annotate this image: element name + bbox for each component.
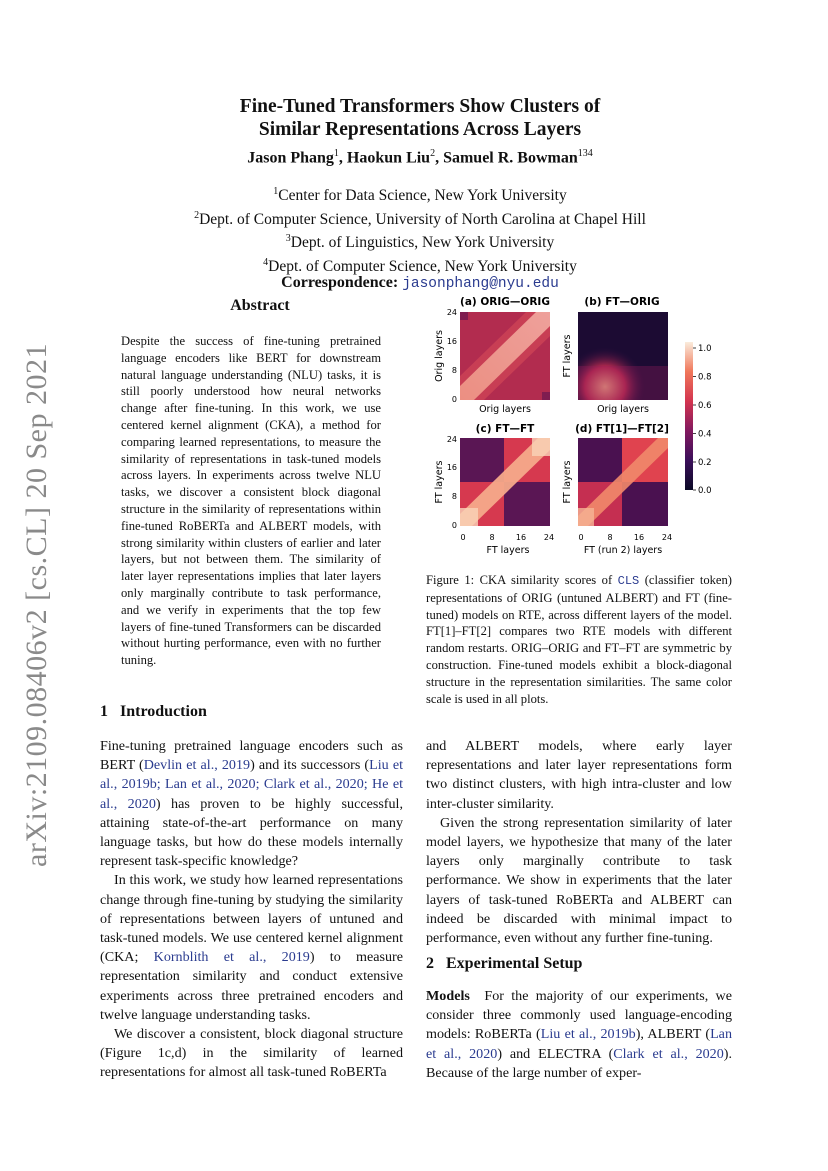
affiliation: [120, 206, 720, 230]
tick-label: 24: [446, 308, 457, 317]
section-heading: [426, 955, 582, 973]
colorbar-tick: 0.4: [698, 429, 712, 440]
author-sup: 1: [333, 148, 339, 159]
tick-label: 16: [633, 533, 645, 542]
tick-label: 8: [451, 366, 457, 375]
tick-label: 24: [543, 533, 555, 542]
paragraph: Given the strong representation similarity of later model layers, we hypothesize that many of the later layers only marginally contribute to task performance. We show in experiments that the later layers of task-tuned RoBERTa and ALBERT can indeed be discarded with minimal impact to performance, even without any further fine-tuning.: [426, 814, 732, 947]
affiliation-text: Center for Data Science, New York University: [278, 187, 567, 205]
panel-b: [562, 296, 668, 415]
title-line-2: Similar Representations Across Layers: [258, 119, 582, 140]
caption-text: (classifier token) representations of ORIG (untuned ALBERT) and FT (fine-tuned) models on RTE, across different layers of the model. FT[1]–FT[2] compares two RTE models with different random restarts. ORIG–ORIG and FT–FT are symmetric by construction. Fine-tuned models exhibit a block-diagonal structure in the representation similarities. The same color scale is used in all plots.: [426, 573, 732, 706]
tick-label: 8: [607, 533, 613, 542]
section-heading: [100, 703, 207, 721]
paragraph-label: Models: [426, 988, 470, 1004]
citation-link[interactable]: Devlin et al., 2019: [143, 757, 251, 774]
paragraph: [100, 871, 403, 1025]
section-title: Experimental Setup: [446, 955, 583, 972]
panel-d: [562, 423, 672, 556]
intro-left-column: [100, 737, 403, 1083]
paragraph-text: ) and its successors (: [250, 757, 370, 774]
citation-link[interactable]: Kornblith et al., 2019: [153, 949, 310, 966]
tick-label: 24: [446, 435, 457, 444]
colorbar-tick: 0.0: [698, 486, 712, 496]
axis-label: Orig layers: [434, 330, 445, 382]
setup-paragraph: [426, 987, 732, 1083]
affiliation-text: Dept. of Computer Science, New York University: [268, 258, 577, 276]
paragraph-text: Fine-tuning pretrained language encoders such as BERT (: [100, 738, 403, 774]
panel-title: (b) FT—ORIG: [584, 296, 660, 308]
affiliation-text: Dept. of Computer Science, University of North Carolina at Chapel Hill: [199, 210, 646, 228]
panel-title: (a) ORIG—ORIG: [460, 296, 550, 308]
colorbar-tick: 0.2: [698, 458, 712, 468]
paper-title: [150, 95, 690, 141]
author-name: Samuel R. Bowman: [443, 149, 578, 167]
axis-label: FT layers: [562, 334, 573, 378]
paragraph: and ALBERT models, where early layer representations and later layer representations form two distinct clusters, with high intra-cluster and low inter-cluster similarity.: [426, 738, 732, 812]
author-name: Jason Phang: [247, 149, 334, 167]
panel-title: (d) FT[1]—FT[2]: [575, 423, 669, 435]
tick-label: 16: [515, 533, 527, 542]
axis-label: FT layers: [434, 460, 445, 504]
axis-label: FT layers: [562, 460, 573, 504]
section-title: Introduction: [120, 703, 207, 720]
correspondence: [150, 274, 690, 292]
colorbar-tick: 1.0: [698, 344, 712, 354]
tick-label: 8: [451, 492, 457, 501]
colorbar-tick: 0.6: [698, 401, 712, 411]
affiliation: [120, 182, 720, 206]
affiliation-sup: 3: [285, 233, 291, 245]
paragraph-text: ). Because of the large number of exper-: [426, 1045, 732, 1081]
author-list: Jason Phang$^1$, Haokun Liu$^2$, Samuel R. Bowman$^{134}$: [247, 148, 593, 167]
author-sup: 2: [430, 148, 436, 159]
paragraph: [100, 737, 403, 871]
tick-label: 8: [489, 533, 495, 542]
paragraph-text: ), ALBERT (: [635, 1026, 711, 1043]
citation-link[interactable]: Liu et al., 2019b: [540, 1026, 636, 1043]
affiliation-sup: 2: [194, 209, 200, 221]
citation-link[interactable]: Lan et al., 2020: [426, 1026, 732, 1062]
paragraph-text: ) to measure representation similarity and conduct extensive experiments across three pretrained encoders and twelve language understanding tasks.: [100, 949, 403, 1023]
paragraph-text: For the majority of our experiments, we consider three commonly used language-encoding models: RoBERTa (: [426, 988, 732, 1043]
correspondence-label: Correspondence:: [281, 274, 399, 291]
section-number: 1: [100, 703, 108, 720]
caption-text: Figure 1: CKA similarity scores of: [426, 573, 618, 587]
arxiv-stamp: [17, 343, 57, 867]
paragraph-text: ) and ELECTRA (: [497, 1045, 614, 1062]
tick-label: 16: [446, 337, 457, 346]
tick-label: 16: [446, 463, 457, 472]
colorbar-tick: 0.8: [698, 372, 712, 383]
figure-caption: [426, 572, 732, 707]
axis-label: FT (run 2) layers: [583, 545, 663, 556]
panel-c: [434, 423, 554, 556]
abstract-heading: Abstract: [230, 297, 290, 314]
email-link[interactable]: jasonphang@nyu.edu: [402, 276, 559, 292]
axis-label: FT layers: [486, 545, 530, 556]
citation-link[interactable]: Liu et al., 2019b; Lan et al., 2020; Clark et al., 2020; He et al., 2020: [100, 757, 404, 812]
citation-link[interactable]: Clark et al., 2020: [613, 1045, 724, 1062]
affiliation-sup: 4: [263, 256, 269, 268]
axis-label: Orig layers: [479, 404, 531, 415]
affiliation-sup: 1: [273, 186, 279, 197]
author-name: Haokun Liu: [346, 149, 431, 167]
axis-label: Orig layers: [597, 404, 649, 415]
section-number: 2: [426, 955, 434, 972]
affiliation-text: Dept. of Linguistics, New York University: [290, 234, 555, 252]
panel-a: [434, 296, 550, 415]
affiliation: [120, 229, 720, 253]
tick-label: 0: [451, 395, 457, 404]
tick-label: 24: [661, 533, 673, 542]
arxiv-stamp-text: arXiv:2109.08406v2 [cs.CL] 20 Sep 2021: [20, 343, 53, 867]
panel-title: (c) FT—FT: [475, 423, 535, 435]
affiliations: [120, 182, 720, 277]
figure-1: [430, 296, 730, 566]
paragraph-text: ) has proven to be highly successful, attaining state-of-the-art performance on many language tasks, but how do these models internally represent task-specific knowledge?: [100, 795, 403, 870]
tick-label: 0: [451, 521, 457, 530]
paragraph-text: In this work, we study how learned representations change through fine-tuning by studying the similarity of representations between layers of untuned and task-tuned models. We use centered kernel alignment (CKA;: [100, 872, 403, 966]
caption-code: CLS: [617, 574, 640, 588]
paragraph: We discover a consistent, block diagonal structure (Figure 1c,d) in the similarity of learned representations for almost all task-tuned RoBERTa: [100, 1026, 403, 1081]
colorbar: [685, 342, 712, 496]
author-sup: 134: [577, 148, 593, 159]
tick-label: 0: [578, 533, 584, 542]
title-line-1: Fine-Tuned Transformers Show Clusters of: [239, 96, 601, 117]
abstract-text: Despite the success of fine-tuning pretrained language encoders like BERT for downstream natural language understanding (NLU) tasks, it is still poorly understood how neural networks change after fine-tuning. In this work, we use centered kernel alignment (CKA), a method for comparing learned representations, to measure the similarity of representations in task-tuned models across layers. In experiments across twelve NLU tasks, we discover a consistent block diagonal structure in the similarity of representations within fine-tuned RoBERTa and ALBERT models, with strong similarity within clusters of earlier and later layers, but not between them. The similarity of later layer representations implies that later layers only marginally contribute to task performance, and we verify in experiments that the top few layers of fine-tuned Transformers can be discarded without hurting performance, even with no further tuning.: [121, 334, 381, 668]
tick-label: 0: [460, 533, 466, 542]
intro-right-column: [426, 737, 732, 948]
